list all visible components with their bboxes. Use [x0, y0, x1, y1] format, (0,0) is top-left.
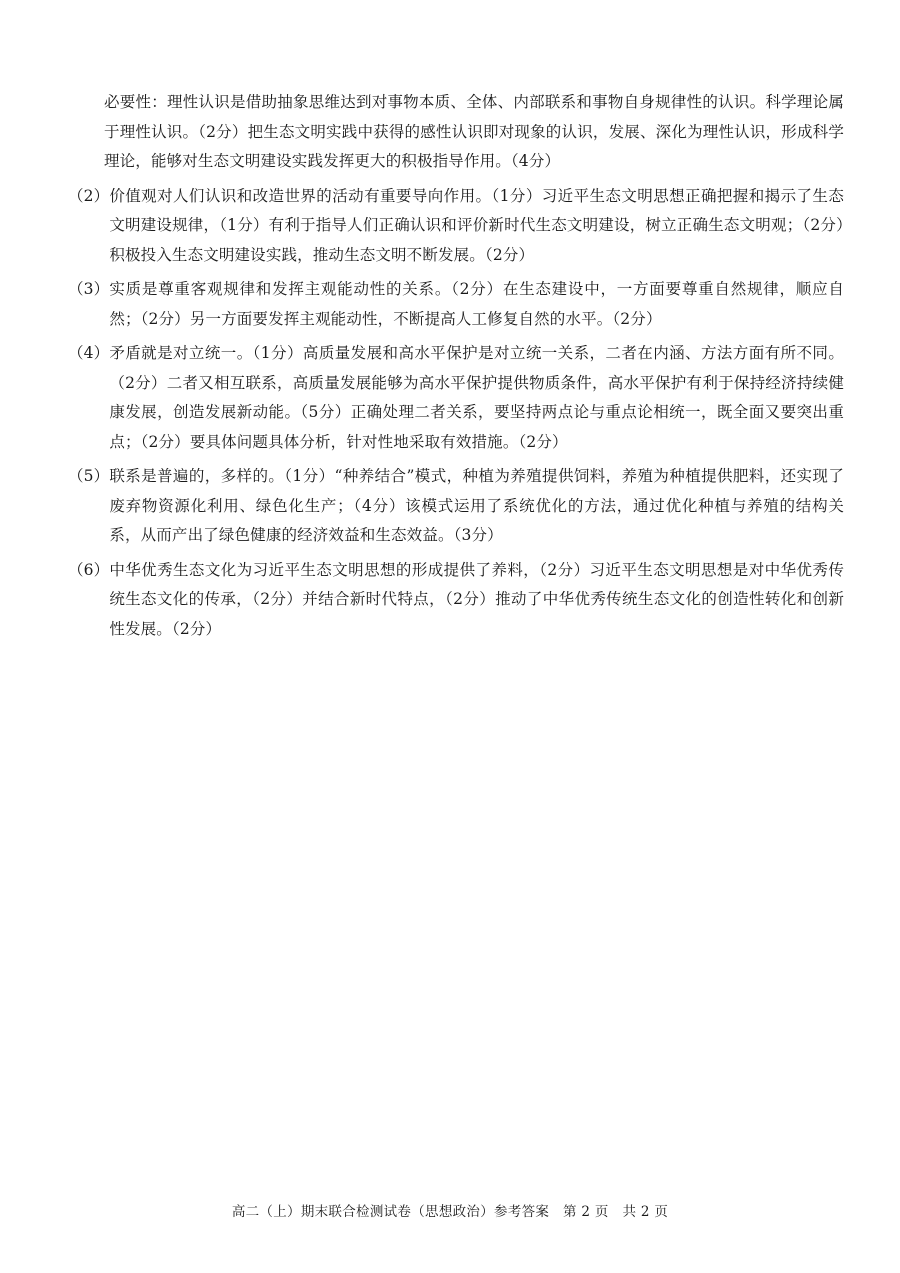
answer-item-3: [68, 275, 844, 334]
answer-content: [68, 88, 844, 649]
item-number: （2）: [68, 186, 110, 205]
item-number: （5）: [68, 467, 110, 485]
item-number: （6）: [68, 560, 110, 579]
item-text: 实质是尊重客观规律和发挥主观能动性的关系。（2分）在生态建设中，一方面要尊重自然规律，顺应自然；（2分）另一方面要发挥主观能动性，不断提高人工修复自然的水平。（2分）: [109, 280, 844, 328]
item-number: （4）: [68, 344, 110, 362]
item-text: 矛盾就是对立统一。（1分）高质量发展和高水平保护是对立统一关系，二者在内涵、方法方面有所不同。（2分）二者又相互联系，高质量发展能够为高水平保护提供物质条件，高水平保护有利于保持经济持续健康发展，创造发展新动能。（5分）正确处理二者关系，要坚持两点论与重点论相统一，既全面又要突出重点；（2分）要具体问题具体分析，针对性地采取有效措施。（2分）: [109, 344, 844, 451]
answer-item-5: [68, 462, 844, 551]
answer-item-4: [68, 339, 844, 457]
item-text: 价值观对人们认识和改造世界的活动有重要导向作用。（1分）习近平生态文明思想正确把握和揭示了生态文明建设规律，（1分）有利于指导人们正确认识和评价新时代生态文明建设，树立正确生态文明观；（2分）积极投入生态文明建设实践，推动生态文明不断发展。（2分）: [109, 186, 844, 264]
answer-item-6: [68, 556, 844, 645]
intro-paragraph: 必要性：理性认识是借助抽象思维达到对事物本质、全体、内部联系和事物自身规律性的认识。科学理论属于理性认识。（2分）把生态文明实践中获得的感性认识即对现象的认识，发展、深化为理性认识，形成科学理论，能够对生态文明建设实践发挥更大的积极指导作用。（4分）: [104, 93, 844, 170]
item-number: （3）: [68, 280, 110, 298]
item-text: 联系是普遍的，多样的。（1分）“种养结合”模式，种植为养殖提供饲料，养殖为种植提供肥料，还实现了废弃物资源化利用、绿色化生产；（4分）该模式运用了系统优化的方法，通过优化种植与养殖的结构关系，从而产出了绿色健康的经济效益和生态效益。（3分）: [109, 467, 844, 544]
page-footer: 高二（上）期末联合检测试卷（思想政治）参考答案 第 2 页 共 2 页: [231, 1204, 669, 1220]
answer-item-2: [68, 182, 844, 271]
item-text: 中华优秀生态文化为习近平生态文明思想的形成提供了养料，（2分）习近平生态文明思想是对中华优秀传统生态文化的传承，（2分）并结合新时代特点，（2分）推动了中华优秀传统生态文化的创造性转化和创新性发展。（2分）: [109, 560, 844, 638]
